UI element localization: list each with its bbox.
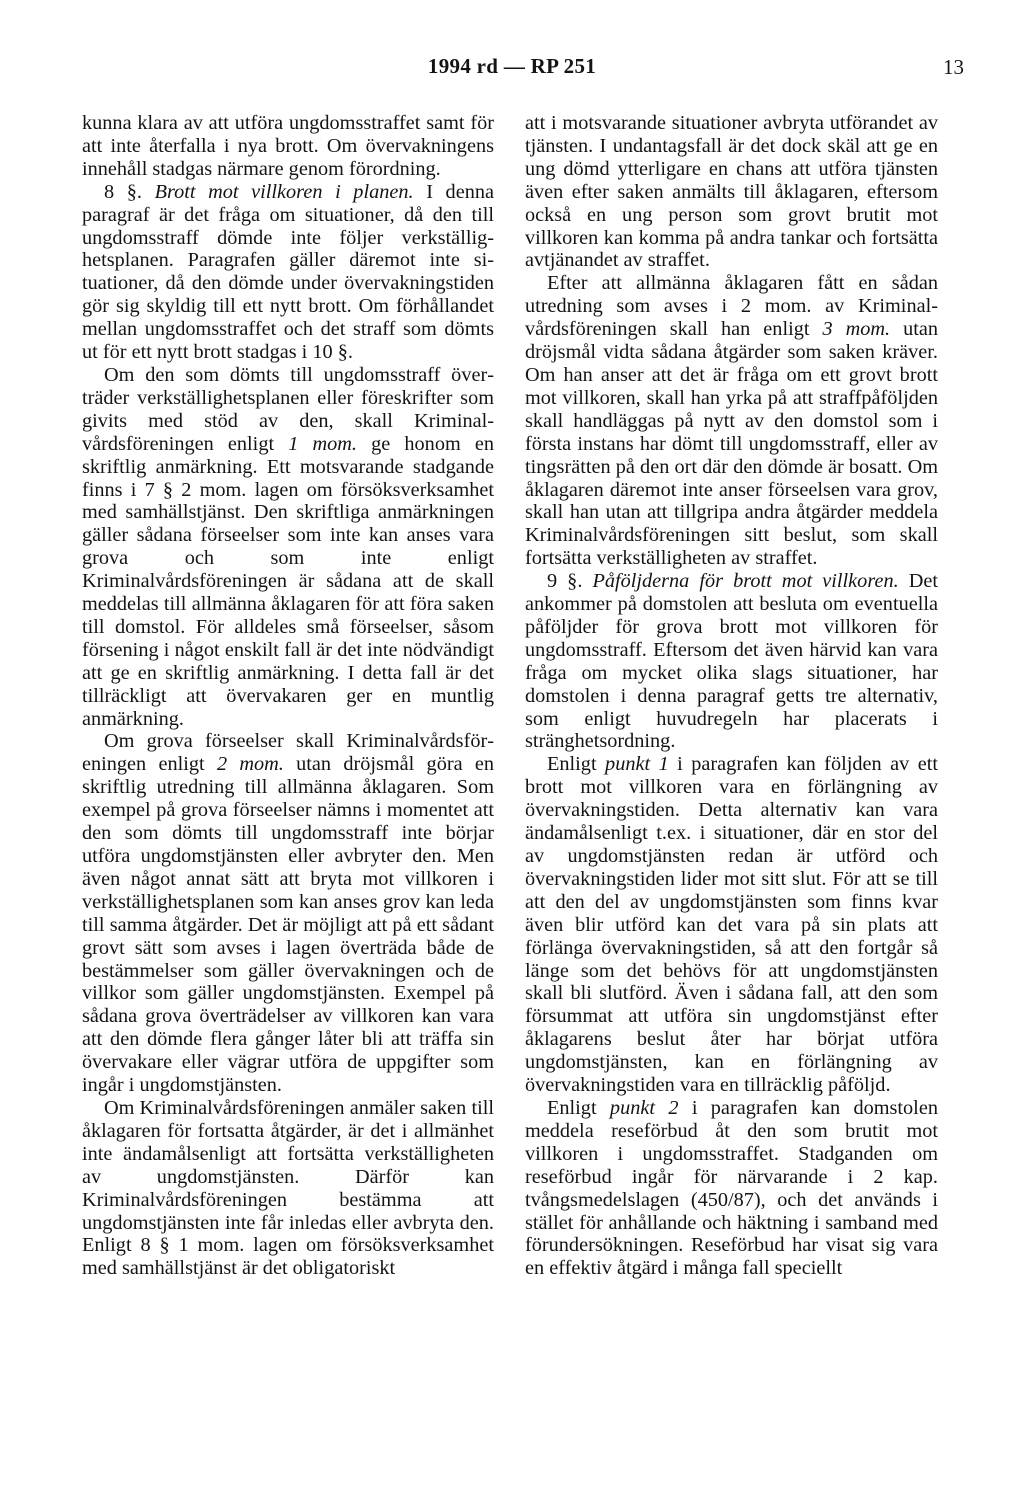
- paragraph: [82, 364, 494, 731]
- paragraph-text: i paragrafen kan domstolen meddela reseförbud åt den som brutit mot villkoren i ungdomsstraffet. Stadganden om reseförbud ingår för närvarande i 2 kap. tvångsmedelslagen (450/87), och det används i stället för anhållande och häktning i samband med förundersökningen. Reseförbud har visat sig vara en effektiv åtgärd i många fall speciellt: [525, 1096, 938, 1280]
- paragraph-text: Det ankommer på domstolen att besluta om eventuella påföljder för grova brott mot villkoren för ungdomsstraff. Eftersom det även härvid kan vara fråga om mycket olika slags situationer, har domstolen i denna paragraf getts tre alternativ, som enligt huvudregeln har placerats i stränghetsordning.: [525, 570, 938, 753]
- paragraph-text: att i motsvarande situationer avbryta utförandet av tjänsten. I undantagsfall är det dock skäl att ge en ung dömd ytterligare en chans att utföra tjänsten även efter saken anmälts till åklagaren, eftersom också en ung person som grovt brutit mot villkoren kan komma på andra tankar och fortsätta avtjänandet av straffet.: [525, 112, 938, 272]
- paragraph-text: Enligt: [547, 753, 606, 776]
- paragraph-text: I denna paragraf är det fråga om situationer, då den till ungdomsstraff dömde inte följer verkställighetsplanen. Paragrafen gäller däremot inte situationer, då den dömde under övervakningstiden gör sig skyldig till ett nytt brott. Om förhållandet mellan ungdomsstraffet och det straff som dömts ut för ett nytt brott stadgas i 10 §.: [82, 180, 494, 364]
- moment-reference: 1 mom.: [288, 432, 357, 455]
- paragraph-text: Om den som dömts till ungdomsstraff överträder verkställighetsplanen eller föreskrifter som givits med stöd av den, skall Kriminalvårdsföreningen enligt: [82, 363, 494, 455]
- moment-reference: 2 mom.: [216, 753, 284, 776]
- section-heading: Brott mot villkoren i planen.: [154, 180, 414, 203]
- paragraph-text: Om grova förseelser skall Kriminalvårdsföreningen enligt: [82, 730, 494, 776]
- paragraph: [82, 1097, 494, 1280]
- paragraph-text: Efter att allmänna åklagaren fått en sådan utredning som avses i 2 mom. av Kriminalvårdsföreningen skall han enligt: [525, 272, 938, 341]
- section-number: 9 §.: [547, 570, 593, 593]
- section-heading: Påföljderna för brott mot villkoren.: [592, 570, 899, 593]
- section-number: 8 §.: [104, 180, 155, 203]
- paragraph-text: utan dröjsmål göra en skriftlig utredning till allmänna åklagaren. Som exempel på grova förseelser nämns i momentet att den som dömts till ungdomsstraff inte börjar utföra ungdomstjänsten eller avbryter den. Men även något annat sätt att bryta mot villkoren i verkställighetsplanen som kan anses grov kan leda till samma åtgärder. Det är möjligt att på ett sådant grovt sätt som avses i lagen överträda både de bestämmelser som gäller övervakningen och de villkor som gäller ungdomstjänsten. Exempel på sådana grova överträdelser av villkoren kan vara att den dömde flera gånger låter bli att träffa sin övervakare eller vägrar utföra de uppgifter som ingår i ungdomstjänsten.: [82, 753, 495, 1097]
- left-column: [82, 112, 494, 1280]
- paragraph-text: ge honom en skriftlig anmärkning. Ett motsvarande stadgande finns i 7 § 2 mom. lagen om försöksverksamhet med samhällstjänst. Den skriftliga anmärkningen gäller sådana förseelser som inte kan anses vara grova och som inte enligt Kriminalvårdsföreningen är sådana att de skall meddelas till allmänna åklagaren för att föra saken till domstol. För alldeles små förseelser, såsom försening i något enskilt fall är det inte nödvändigt att ge en skriftlig anmärkning. I detta fall är det tillräckligt att övervakaren ger en muntlig anmärkning.: [82, 432, 494, 730]
- paragraph-text: utan dröjsmål vidta sådana åtgärder som saken kräver. Om han anser att det är fråga om ett grovt brott mot villkoren, skall han yrka på att straffpåföljden skall handläggas på nytt av den domstol som i första instans har dömt till ungdomsstraff, eller av tingsrätten på den ort där den dömde är bosatt. Om åklagaren däremot inte anser förseelsen vara grov, skall han utan att tillgripa andra åtgärder meddela Kriminalvårdsföreningen sitt beslut, som skall fortsätta verkställigheten av straffet.: [525, 318, 938, 570]
- moment-reference: 3 mom.: [822, 318, 891, 341]
- paragraph-text: Enligt: [547, 1096, 610, 1119]
- page-header: [0, 54, 1024, 84]
- paragraph-section-8: [82, 181, 494, 364]
- paragraph: [82, 730, 494, 1097]
- paragraph-text: Om Kriminalvårdsföreningen anmäler saken till åklagaren för fortsatta åtgärder, är det i allmänhet inte ändamålsenligt att fortsätta verkställigheten av ungdomstjänsten. Därför kan Kriminalvårdsföreningen bestämma att ungdomstjänsten inte får inledas eller avbryta den. Enligt 8 § 1 mom. lagen om försöksverksamhet med samhällstjänst är det obligatoriskt: [82, 1096, 494, 1280]
- page-number: 13: [943, 55, 964, 79]
- paragraph-text: i paragrafen kan följden av ett brott mot villkoren vara en förlängning av övervakningstiden. Detta alternativ kan vara ändamålsenligt t.ex. i situationer, där en stor del av ungdomstjänsten redan är utförd och övervakningstiden lider mot sitt slut. För att se till att den del av ungdomstjänsten som finns kvar även blir utförd kan det vara på sin plats att förlänga övervakningstiden, så att den fortgår så länge som det behövs för att ungdomstjänsten skall bli slutförd. Även i sådana fall, att den som försummat att utföra sin ungdomstjänst efter åklagarens beslut åter har börjat utföra ungdomstjänsten, kan en förlängning av övervakningstiden vara en tillräcklig påföljd.: [525, 753, 938, 1097]
- paragraph: [82, 112, 494, 181]
- paragraph: [525, 272, 938, 570]
- point-reference: punkt 1: [605, 753, 669, 776]
- paragraph-section-9: [525, 570, 938, 753]
- point-reference: punkt 2: [609, 1096, 679, 1119]
- header-title: 1994 rd — RP 251: [427, 54, 597, 78]
- right-column: [525, 112, 938, 1280]
- paragraph: [525, 1097, 938, 1280]
- paragraph: [525, 112, 938, 272]
- paragraph: [525, 753, 938, 1097]
- paragraph-text: kunna klara av att utföra ungdomsstraffet samt för att inte återfalla i nya brott. Om övervakningens innehåll stadgas närmare genom förordning.: [82, 112, 494, 180]
